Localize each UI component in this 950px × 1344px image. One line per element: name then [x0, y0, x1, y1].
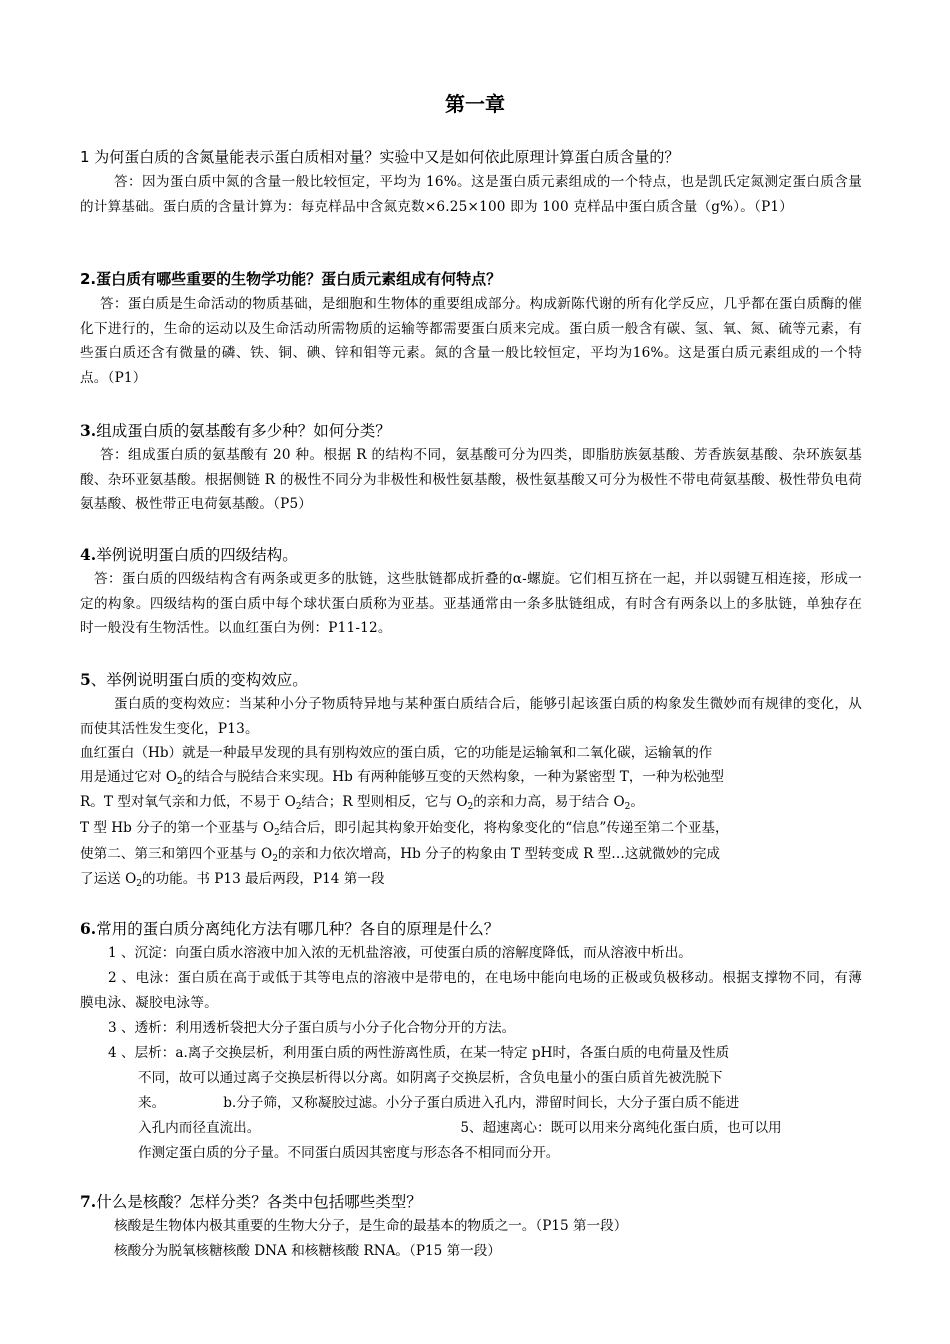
list-item-chromatography-line-3: 来。 b.分子筛，又称凝胶过滤。小分子蛋白质进入孔内，滞留时间长，大分子蛋白质不能进	[138, 1095, 740, 1111]
question-4-text: 举例说明蛋白质的四级结构。	[96, 546, 298, 564]
answer-4: 答：蛋白质的四级结构含有两条或更多的肽链，这些肽链都成折叠的α-螺旋。它们相互挤在一起，并以弱键互相连接，形成一定的构象。四级结构的蛋白质中每个球状蛋白质称为亚基。亚基通常由一条多肽链组成，有时含有两条以上的多肽链，单独存在时一般没有生物活性。以血红蛋白为例：P11-12。	[80, 571, 862, 636]
answer-5-line-7: 使第二、第三和第四个亚基与 $O_2$的亲和力依次增高，Hb 分子的构象由 T 型转变成 R 型…这就微妙的完成	[80, 846, 721, 864]
answer-5-line-3: 血红蛋白（Hb）就是一种最早发现的具有别构效应的蛋白质，它的功能是运输氧和二氧化碳，运输氧的作	[80, 745, 713, 761]
question-6-text: 常用的蛋白质分离纯化方法有哪几种？各自的原理是什么？	[96, 920, 500, 938]
answer-1: 答：因为蛋白质中氮的含量一般比较恒定，平均为 16%。这是蛋白质元素组成的一个特点，也是凯氏定氮测定蛋白质含量的计算基础。蛋白质的含量计算为：每克样品中含氮克数×6.25×100 即为 100 克样品中蛋白质含量（g%）。（P1）	[80, 174, 862, 215]
question-2: 2.蛋白质有哪些重要的生物学功能？蛋白质元素组成有何特点？	[80, 270, 502, 288]
answer-5-para-1: 蛋白质的变构效应：当某种小分子物质特异地与某种蛋白质结合后，能够引起该蛋白质的构象发生微妙而有规律的变化，从而使其活性发生变化，P13。	[80, 696, 862, 737]
question-6-number: 6.	[80, 919, 97, 938]
list-item-electrophoresis: 2 、电泳：蛋白质在高于或低于其等电点的溶液中是带电的，在电场中能向电场的正极或负极移动。根据支撑物不同，有薄膜电泳、凝胶电泳等。	[80, 970, 862, 1011]
answer-3: 答：组成蛋白质的氨基酸有 20 种。根据 R 的结构不同，氨基酸可分为四类，即脂肪族氨基酸、芳香族氨基酸、杂环族氨基酸、杂环亚氨基酸。根据侧链 R 的极性不同分为非极性和极性氨基酸，极性氨基酸又可分为极性不带电荷氨基酸、极性带负电荷氨基酸、极性带正电荷氨基酸。（P5）	[80, 447, 862, 512]
question-3-number: 3.	[80, 421, 97, 440]
question-7-text: 什么是核酸？怎样分类？各类中包括哪些类型？	[96, 1193, 422, 1211]
list-item-precipitation: 1 、沉淀：向蛋白质水溶液中加入浓的无机盐溶液，可使蛋白质的溶解度降低，而从溶液中析出。	[108, 945, 692, 961]
list-item-chromatography-line-1: 4 、层析：a.离子交换层析，利用蛋白质的两性游离性质，在某一特定 pH时，各蛋白质的电荷量及性质	[108, 1045, 730, 1061]
answer-5-line-5: R。T 型对氧气亲和力低，不易于 $O_2$结合；R 型则相反，它与 $O_2$的亲和力高，易于结合 $O_2$。	[80, 794, 644, 812]
question-5-text: 、举例说明蛋白质的变构效应。	[90, 671, 308, 689]
question-4	[80, 543, 870, 565]
question-6	[80, 917, 870, 939]
answer-7-line-1: 核酸是生物体内极其重要的生物大分子，是生命的最基本的物质之一。（P15 第一段）	[114, 1218, 628, 1234]
answer-5-line-6: T 型 Hb 分子的第一个亚基与 $O_2$结合后，即引起其构象开始变化，将构象变化的“信息”传递至第二个亚基，	[80, 820, 729, 838]
answer-5-line-4: 用是通过它对 $O_2$的结合与脱结合来实现。Hb 有两种能够互变的天然构象，一种为紧密型 T，一种为松弛型	[80, 769, 724, 787]
question-4-number: 4.	[80, 545, 97, 564]
list-item-dialysis: 3 、透析：利用透析袋把大分子蛋白质与小分子化合物分开的方法。	[108, 1020, 516, 1036]
answer-2: 答：蛋白质是生命活动的物质基础，是细胞和生物体的重要组成部分。构成新陈代谢的所有化学反应，几乎都在蛋白质酶的催化下进行的，生命的运动以及生命活动所需物质的运输等都需要蛋白质来完成。蛋白质一般含有碳、氢、氧、氮、硫等元素，有些蛋白质还含有微量的磷、铁、铜、碘、锌和钼等元素。氮的含量一般比较恒定，平均为16%。这是蛋白质元素组成的一个特点。（P1）	[80, 296, 862, 386]
question-7-number: 7.	[80, 1192, 97, 1211]
chapter-title: 第一章	[445, 92, 505, 116]
list-item-chromatography-line-2: 不同，故可以通过离子交换层析得以分离。如阴离子交换层析，含负电量小的蛋白质首先被洗脱下	[138, 1070, 723, 1086]
list-item-chromatography-line-4: 入孔内而径直流出。 5、超速离心：既可以用来分离纯化蛋白质，也可以用	[138, 1120, 782, 1136]
question-3-text: 组成蛋白质的氨基酸有多少种？如何分类？	[96, 422, 391, 440]
question-5	[80, 668, 870, 690]
question-7	[80, 1190, 870, 1212]
question-1: 1 为何蛋白质的含氮量能表示蛋白质相对量？实验中又是如何依此原理计算蛋白质含量的？	[80, 148, 680, 166]
answer-7-line-2: 核酸分为脱氧核糖核酸 DNA 和核糖核酸 RNA。（P15 第一段）	[114, 1243, 501, 1259]
answer-5-line-8: 了运送 $O_2$的功能。书 P13 最后两段，P14 第一段	[80, 871, 385, 889]
question-3	[80, 419, 870, 441]
list-item-chromatography-line-5: 作测定蛋白质的分子量。不同蛋白质因其密度与形态各不相同而分开。	[138, 1145, 560, 1161]
question-5-number: 5	[80, 670, 91, 689]
